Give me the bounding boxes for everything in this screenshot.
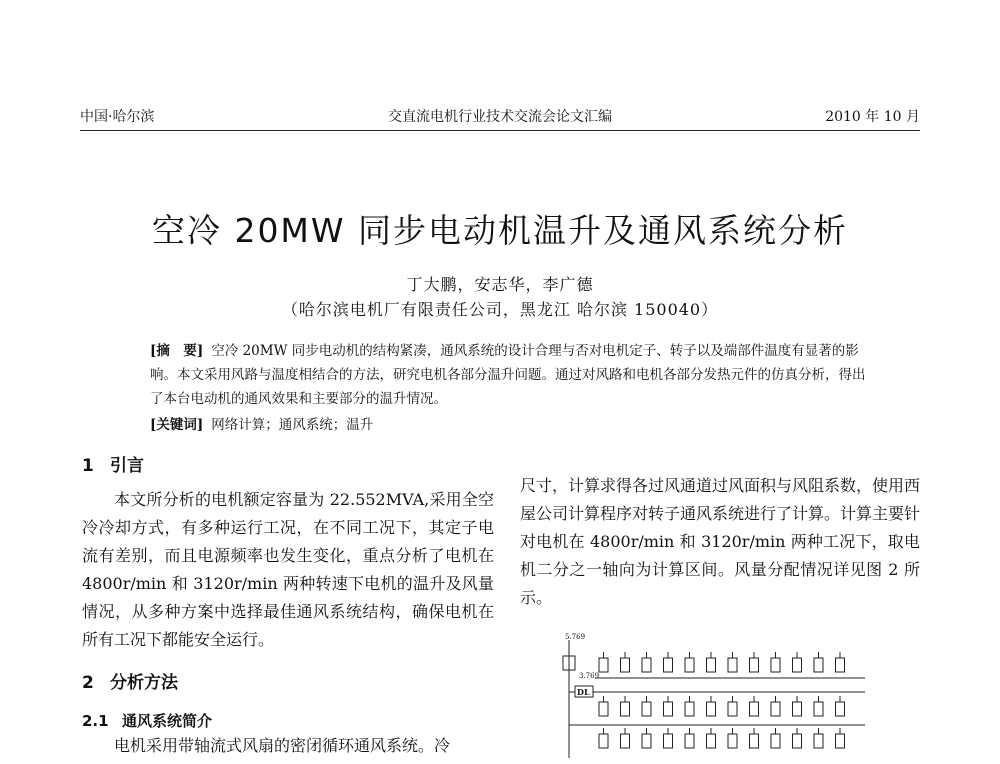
ventilation-network-figure <box>555 630 895 760</box>
resistance-node-middle <box>728 702 737 716</box>
abstract-text: 空冷 20MW 同步电动机的结构紧凑，通风系统的设计合理与否对电机定子、转子以及端部件温度有显著的影响。本文采用风路与温度相结合的方法，研究电机各部分温升问题。通过对风路和电机各部分发热元件的仿真分析，得出了本台电动机的通风效果和主要部分的温升情况。 <box>150 343 866 407</box>
section-number: 1 <box>82 456 94 476</box>
keywords-tag: [关键词] <box>150 417 204 433</box>
section-number: 2 <box>82 673 94 693</box>
resistance-node-upper <box>664 658 673 672</box>
resistance-node-lower <box>642 734 651 748</box>
resistance-node-lower <box>728 734 737 748</box>
section-2-1-paragraph <box>82 732 494 760</box>
figure-inlet-label: DL <box>577 687 590 697</box>
resistance-node-middle <box>750 702 759 716</box>
resistance-node-upper <box>642 658 651 672</box>
resistance-node-lower <box>836 734 845 748</box>
resistance-node-middle <box>599 702 608 716</box>
resistance-node-middle <box>685 702 694 716</box>
resistance-node-lower <box>814 734 823 748</box>
keywords-text: 网络计算；通风系统；温升 <box>211 417 374 433</box>
header-center: 交直流电机行业技术交流会论文汇编 <box>388 109 612 125</box>
resistance-node-lower <box>685 734 694 748</box>
header-right: 2010 年 10 月 <box>825 109 920 125</box>
section-2-heading <box>82 668 178 693</box>
resistance-node-lower <box>599 734 608 748</box>
section-title: 通风系统简介 <box>122 712 213 730</box>
resistance-node-upper <box>707 658 716 672</box>
ventilation-diagram <box>555 630 895 760</box>
resistance-node-middle <box>771 702 780 716</box>
keywords <box>150 413 870 433</box>
resistance-node-upper <box>685 658 694 672</box>
resistance-node-lower <box>664 734 673 748</box>
section-title: 分析方法 <box>110 673 178 693</box>
resistance-node-lower <box>771 734 780 748</box>
resistance-node-upper <box>814 658 823 672</box>
right-column-paragraph <box>520 472 920 612</box>
abstract <box>150 339 870 411</box>
authors: 丁大鹏，安志华，李广德 <box>406 275 594 294</box>
resistance-node-lower <box>750 734 759 748</box>
figure-top-label: 5.769 <box>565 633 586 641</box>
resistance-node-lower <box>621 734 630 748</box>
right-column-text: 尺寸，计算求得各过风通道过风面积与风阻系数，使用西屋公司计算程序对转子通风系统进行了计算。计算主要针对电机在 4800r/min 和 3120r/min 两种工况下，取电机二分之一轴向为计算区间。风量分配情况详见图 2 所示。 <box>520 476 921 607</box>
header-left: 中国·哈尔滨 <box>80 109 155 125</box>
resistance-node-upper <box>750 658 759 672</box>
resistance-node-upper <box>771 658 780 672</box>
resistance-node-middle <box>814 702 823 716</box>
resistance-node-upper <box>728 658 737 672</box>
resistance-node-lower <box>793 734 802 748</box>
resistance-node-upper <box>836 658 845 672</box>
resistance-node-middle <box>664 702 673 716</box>
resistance-node-middle <box>642 702 651 716</box>
section-1-heading <box>82 451 144 476</box>
section-2-1-text: 电机采用带轴流式风扇的密闭循环通风系统。冷 <box>114 736 451 755</box>
affiliation: （哈尔滨电机厂有限责任公司，黑龙江 哈尔滨 150040） <box>281 300 719 319</box>
paper-title: 空冷 20MW 同步电动机温升及通风系统分析 <box>151 211 849 250</box>
resistance-node-middle <box>707 702 716 716</box>
resistance-node-upper <box>599 658 608 672</box>
figure-left-value: 3.769 <box>579 672 600 680</box>
resistance-node-lower <box>707 734 716 748</box>
header-rule <box>80 130 920 131</box>
resistance-node-upper <box>793 658 802 672</box>
section-number: 2.1 <box>82 712 109 730</box>
intro-text: 本文所分析的电机额定容量为 22.552MVA,采用全空冷冷却方式，有多种运行工况，在不同工况下，其定子电流有差别，而且电源频率也发生变化，重点分析了电机在 4800r/min 和 3120r/min 两种转速下电机的温升及风量情况，从多种方案中选择最佳通风系统结构，确保电机在所有工况下都能安全运行。 <box>82 490 494 649</box>
section-title: 引言 <box>110 456 144 476</box>
resistance-node-middle <box>621 702 630 716</box>
resistance-node-upper <box>621 658 630 672</box>
resistance-node-middle <box>793 702 802 716</box>
abstract-tag: [摘 要] <box>150 343 204 359</box>
resistance-node-middle <box>836 702 845 716</box>
section-2-1-heading <box>82 710 212 731</box>
intro-paragraph <box>82 486 494 654</box>
